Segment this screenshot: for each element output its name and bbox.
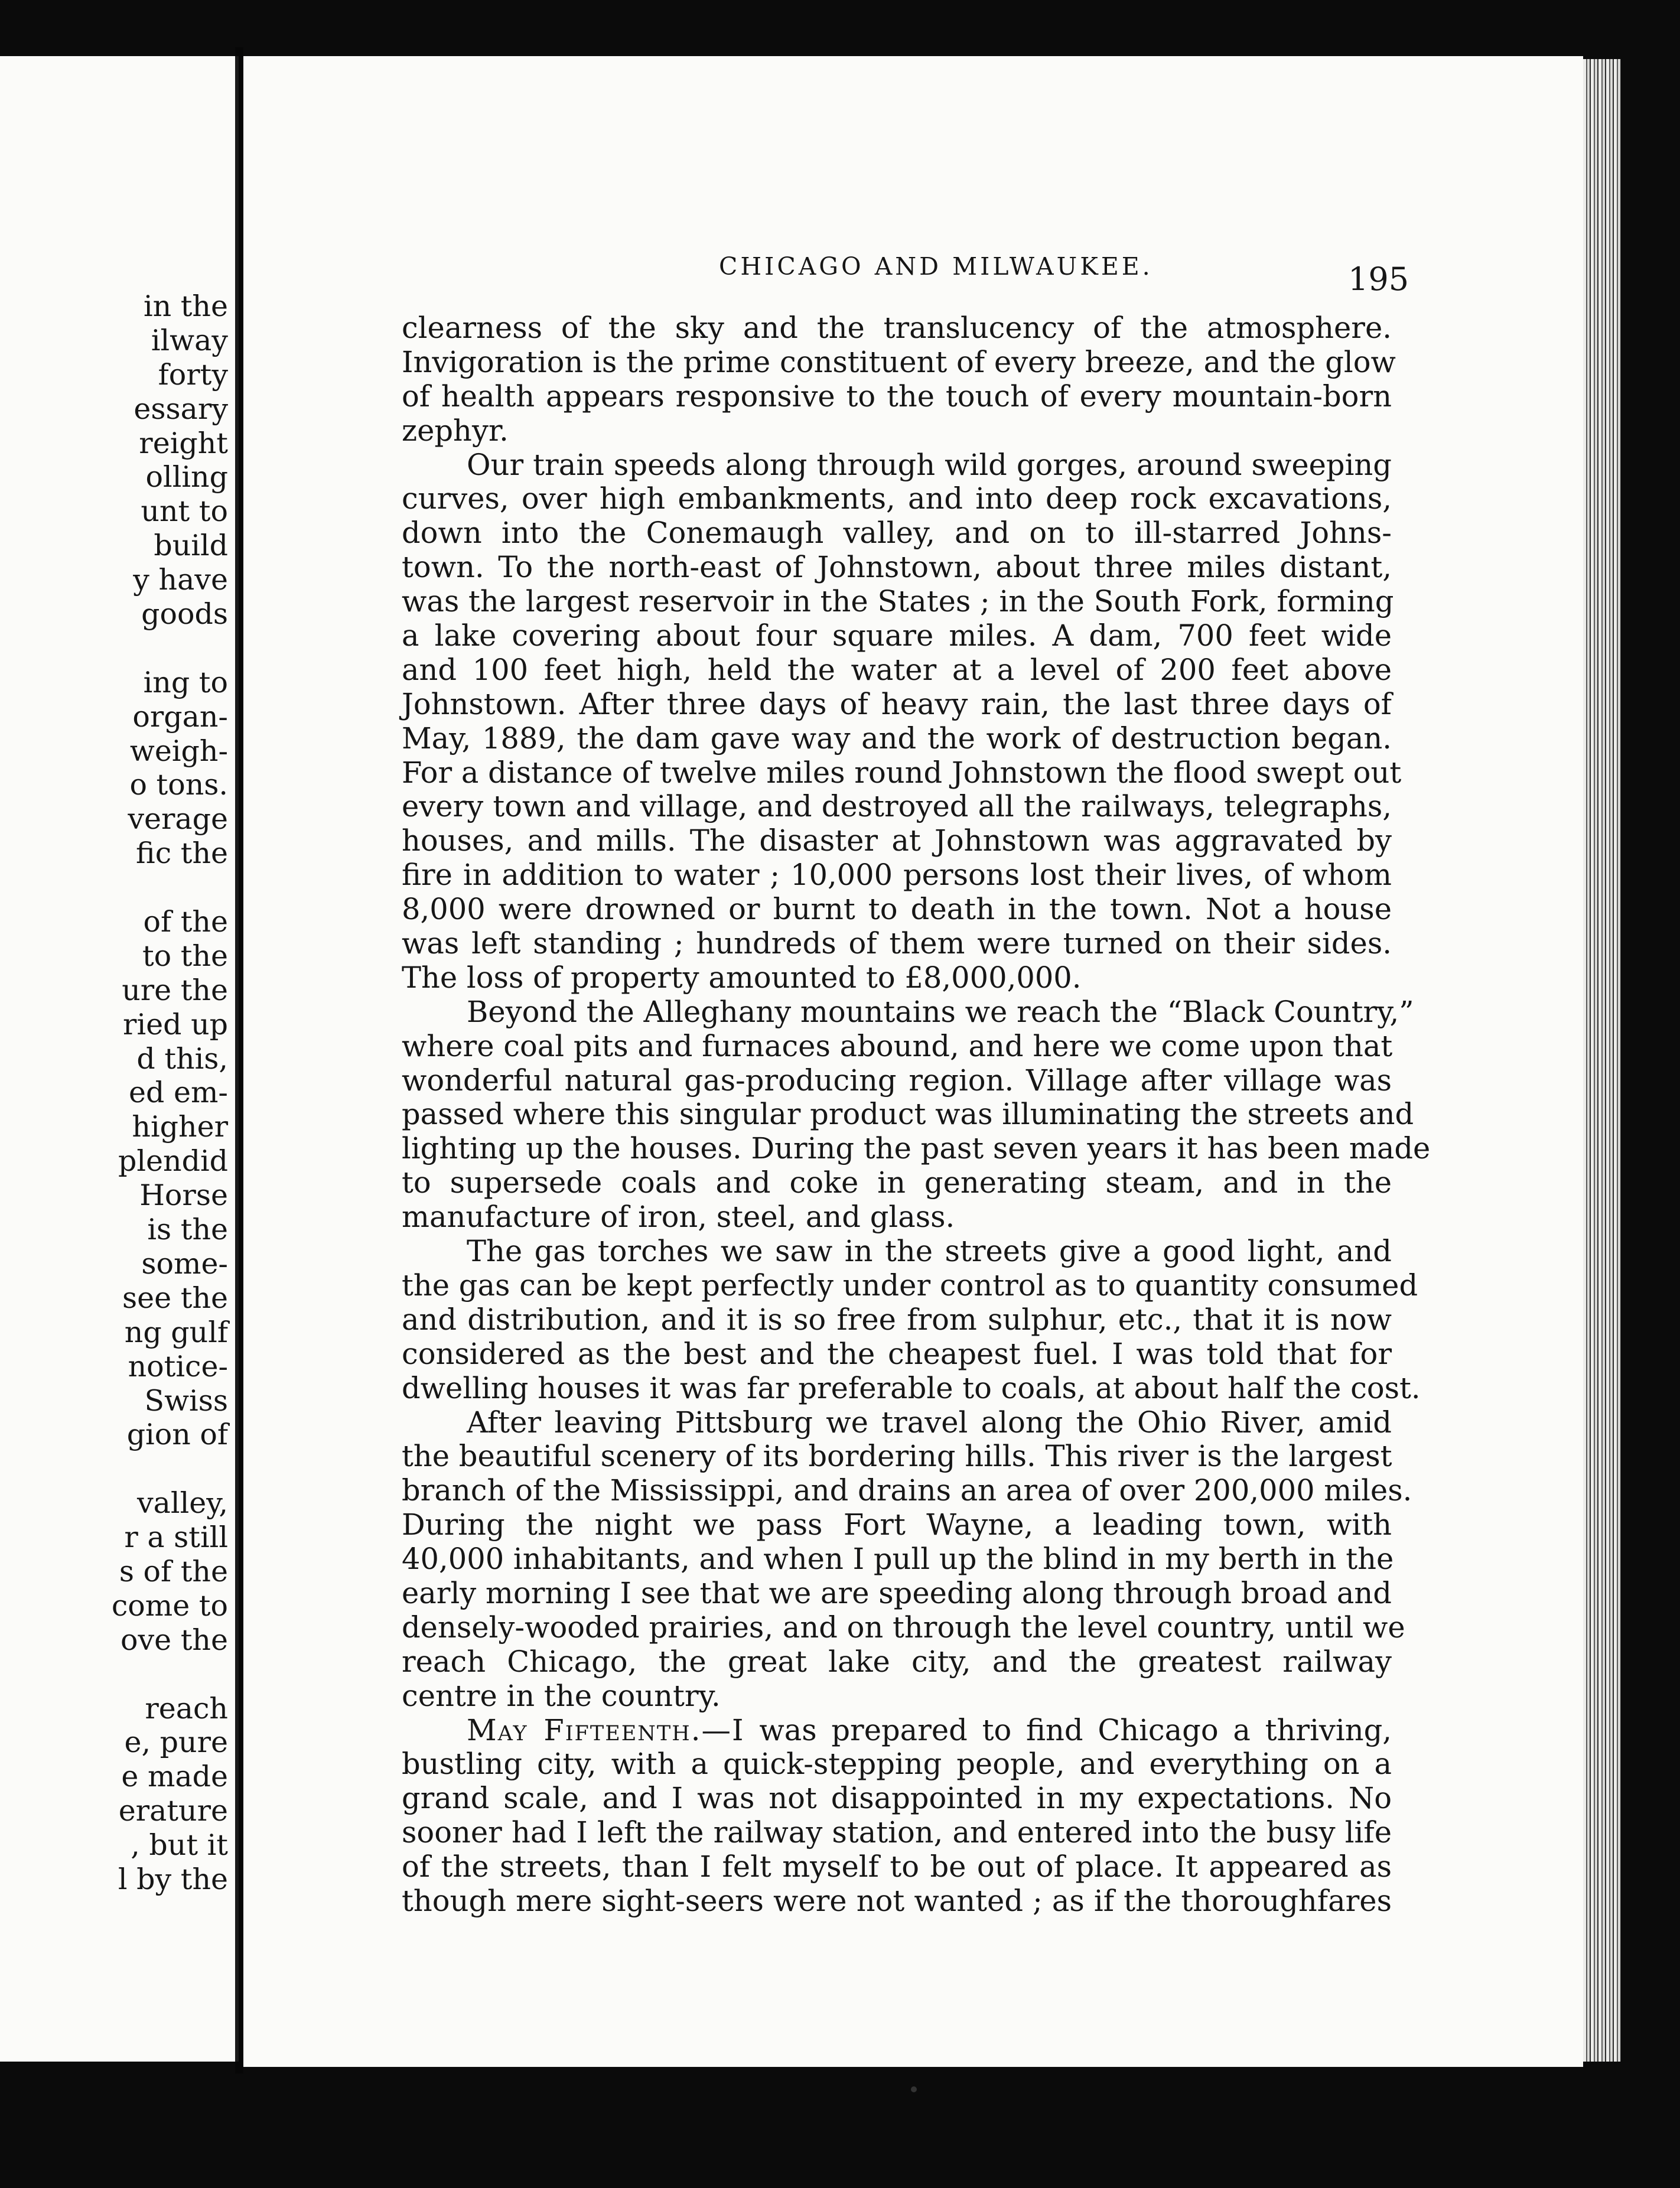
left-page-fragment: y have — [133, 563, 228, 597]
body-text — [402, 311, 1431, 1919]
left-page-fragment — [0, 1452, 228, 1486]
text-line: centre in the country. — [402, 1678, 721, 1713]
left-page-fragment: l by the — [118, 1862, 228, 1896]
left-page-fragment: ed em- — [129, 1076, 228, 1110]
text-line: May, 1889, the dam gave way and the work of destruction began. — [402, 721, 1392, 756]
text-line: Invigoration is the prime constituent of every breeze, and the glow — [402, 344, 1396, 379]
left-page-fragment: some- — [141, 1246, 228, 1281]
text-line: was the largest reservoir in the States ; in the South Fork, forming — [402, 584, 1394, 619]
text-line: After leaving Pittsburg we travel along the Ohio River, amid — [467, 1405, 1392, 1440]
left-page-fragment: gion of — [126, 1418, 228, 1452]
text-line: branch of the Mississippi, and drains an area of over 200,000 miles. — [402, 1473, 1412, 1508]
left-page-fragment: olling — [145, 460, 228, 494]
left-page-fragment: Horse — [139, 1178, 228, 1213]
left-page — [0, 56, 239, 2062]
left-page-fragment: e, pure — [124, 1725, 228, 1760]
text-line: clearness of the sky and the translucency of the atmosphere. — [402, 311, 1392, 345]
left-page-fragment: fic the — [136, 836, 228, 871]
text-line: town. To the north-east of Johnstown, about three miles distant, — [402, 550, 1392, 585]
text-line: considered as the best and the cheapest fuel. I was told that for — [402, 1336, 1392, 1371]
text-line: the beautiful scenery of its bordering hills. This river is the largest — [402, 1439, 1392, 1474]
left-page-fragment: d this, — [136, 1041, 228, 1076]
text-line: During the night we pass Fort Wayne, a leading town, with — [402, 1507, 1392, 1542]
text-line-rest: was prepared to find Chicago a thriving, — [744, 1712, 1392, 1747]
left-page-fragment: e made — [121, 1760, 228, 1794]
left-page-fragment: is the — [147, 1213, 228, 1247]
text-line: 8,000 were drowned or burnt to death in the town. Not a house — [402, 892, 1392, 927]
text-line: The loss of property amounted to £8,000,000. — [402, 960, 1082, 995]
text-line: of health appears responsive to the touch of every mountain-born — [402, 379, 1392, 413]
left-page-fragment: weigh- — [129, 734, 228, 768]
text-line: and 100 feet high, held the water at a level of 200 feet above — [402, 652, 1392, 687]
left-page-fragment: in the — [143, 289, 228, 323]
text-line: For a distance of twelve miles round Johnstown the flood swept out — [402, 755, 1402, 790]
left-page-fragment: reach — [145, 1691, 228, 1725]
left-page-fragment: o tons. — [129, 768, 228, 802]
left-page-fragment: come to — [111, 1588, 228, 1623]
text-line: sooner had I left the railway station, and entered into the busy life — [402, 1815, 1392, 1850]
left-page-fragment: erature — [118, 1794, 228, 1828]
text-line: houses, and mills. The disaster at Johnstown was aggravated by — [402, 823, 1392, 858]
left-page-fragment: reight — [139, 426, 228, 460]
left-page-fragment: notice- — [128, 1349, 228, 1383]
left-page-fragment: Swiss — [144, 1383, 228, 1418]
text-line: of the streets, than I felt myself to be out of place. It appeared as — [402, 1850, 1392, 1884]
text-line: though mere sight-seers were not wanted ; as if the thoroughfares — [402, 1883, 1392, 1918]
text-line: and distribution, and it is so free from sulphur, etc., that it is now — [402, 1302, 1392, 1337]
text-line: passed where this singular product was illuminating the streets and — [402, 1097, 1414, 1132]
left-page-fragment: verage — [128, 802, 228, 836]
left-page-fragment: build — [154, 529, 228, 563]
text-line: was left standing ; hundreds of them were turned on their sides. — [402, 926, 1392, 961]
text-line: the gas can be kept perfectly under control as to quantity consumed — [402, 1268, 1418, 1303]
left-page-fragment: valley, — [137, 1486, 228, 1520]
left-page-fragment: goods — [141, 597, 228, 631]
text-line: curves, over high embankments, and into deep rock excavations, — [402, 481, 1392, 516]
text-line: grand scale, and I was not disappointed in my expectations. No — [402, 1781, 1392, 1816]
section-date: May Fifteenth.—I — [467, 1712, 745, 1747]
left-page-fragment: forty — [158, 357, 228, 392]
text-line: reach Chicago, the great lake city, and the greatest railway — [402, 1644, 1392, 1679]
text-line: zephyr. — [402, 413, 509, 448]
left-page-fragment: r a still — [124, 1520, 228, 1555]
running-header: CHICAGO AND MILWAUKEE. — [719, 252, 1153, 281]
left-page-fragment: essary — [134, 392, 228, 426]
left-page-fragment: , but it — [131, 1828, 228, 1863]
left-page-fragment: ilway — [151, 323, 228, 357]
left-page-fragment: ove the — [120, 1623, 228, 1657]
text-line: manufacture of iron, steel, and glass. — [402, 1200, 955, 1235]
text-line: The gas torches we saw in the streets give a good light, and — [467, 1234, 1392, 1269]
text-line: dwelling houses it was far preferable to coals, at about half the cost. — [402, 1370, 1421, 1405]
left-page-fragment: ried up — [123, 1007, 228, 1041]
text-line: Our train speeds along through wild gorges, around sweeping — [467, 447, 1392, 482]
left-page-fragment: unt to — [141, 494, 228, 529]
text-line: densely-wooded prairies, and on through the level country, until we — [402, 1610, 1405, 1645]
left-page-fragment: to the — [142, 939, 228, 973]
left-page-fragment: see the — [122, 1281, 228, 1315]
page-number: 195 — [1348, 261, 1409, 298]
text-line: every town and village, and destroyed all the railways, telegraphs, — [402, 789, 1392, 824]
left-page-fragment: ure the — [122, 973, 228, 1007]
ink-dot — [911, 2086, 917, 2092]
text-line: fire in addition to water ; 10,000 persons lost their lives, of whom — [402, 858, 1392, 893]
left-page-fragment: of the — [143, 905, 228, 939]
left-page-fragment: organ- — [132, 699, 228, 734]
left-page-fragment: ing to — [143, 665, 228, 699]
left-page-fragment — [0, 1658, 228, 1692]
text-line: to supersede coals and coke in generating steam, and in the — [402, 1165, 1392, 1200]
left-page-fragment: higher — [132, 1110, 228, 1144]
text-line: wonderful natural gas-producing region. Village after village was — [402, 1063, 1392, 1098]
text-line — [402, 1714, 1392, 1748]
left-page-fragment — [0, 871, 228, 905]
text-line: early morning I see that we are speeding along through broad and — [402, 1575, 1392, 1610]
page-edges — [1583, 59, 1621, 2062]
left-page-fragment: plendid — [118, 1144, 228, 1178]
left-page-text — [0, 289, 228, 1897]
left-page-fragment: ng gulf — [124, 1315, 228, 1349]
text-line: Beyond the Alleghany mountains we reach the “Black Country,” — [467, 994, 1414, 1029]
text-line: 40,000 inhabitants, and when I pull up the blind in my berth in the — [402, 1542, 1394, 1577]
text-line: where coal pits and furnaces abound, and here we come upon that — [402, 1028, 1393, 1063]
left-page-fragment — [0, 631, 228, 666]
text-line: a lake covering about four square miles. A dam, 700 feet wide — [402, 618, 1392, 653]
text-line: down into the Conemaugh valley, and on to ill-starred Johns- — [402, 516, 1392, 551]
text-line: Johnstown. After three days of heavy rain, the last three days of — [402, 686, 1392, 721]
text-line: lighting up the houses. During the past seven years it has been made — [402, 1131, 1431, 1166]
text-line: bustling city, with a quick-stepping people, and everything on a — [402, 1747, 1392, 1782]
left-page-fragment: s of the — [119, 1554, 228, 1588]
